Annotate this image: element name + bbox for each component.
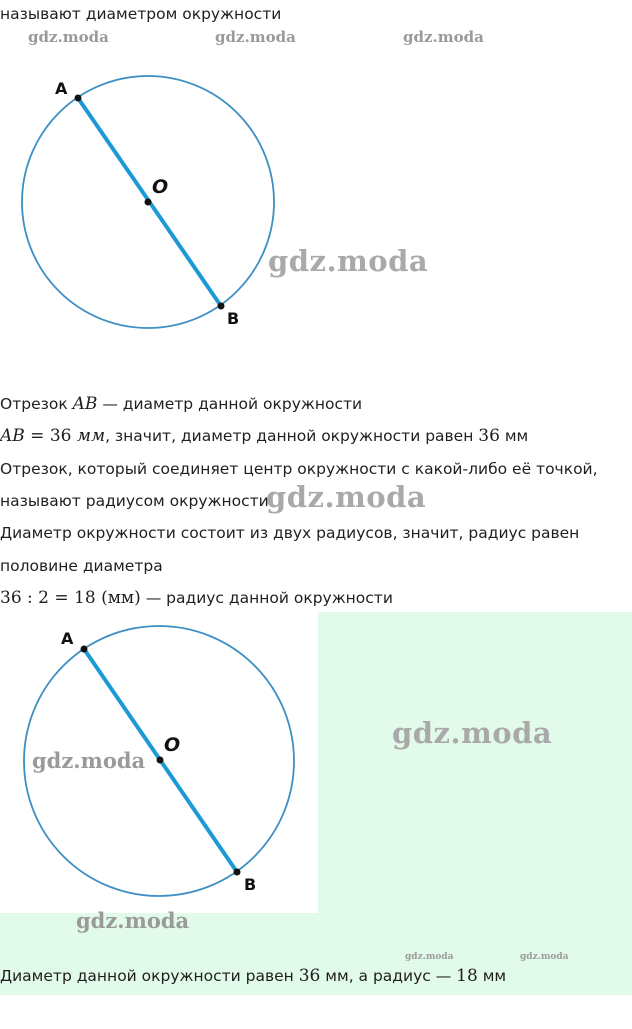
watermark: gdz.moda <box>215 28 296 46</box>
point-o-dot <box>157 757 164 764</box>
watermark: gdz.moda <box>28 28 109 46</box>
watermark: gdz.moda <box>32 748 146 773</box>
point-a-dot <box>81 646 88 653</box>
point-b-label: B <box>227 309 240 328</box>
text-line-conclusion: Диаметр данной окружности равен 36 мм, а радиус — 18 мм <box>0 966 507 986</box>
watermark: gdz.moda <box>405 952 454 962</box>
text-line-diameter-def: называют диаметром окружности <box>0 5 282 23</box>
text-line-two-radii-1: Диаметр окружности состоит из двух радиусов, значит, радиус равен <box>0 524 580 542</box>
text-line-radius-calc: 36 : 2 = 18 (мм) — радиус данной окружности <box>0 588 393 608</box>
point-a-dot <box>75 95 82 102</box>
watermark: gdz.moda <box>392 716 553 750</box>
point-b-label: B <box>244 875 257 894</box>
text-line-ab-length: AB = 36 мм, значит, диаметр данной окружности равен 36 мм <box>0 426 529 446</box>
text-line-two-radii-2: половине диаметра <box>0 557 163 575</box>
text-line-radius-def-2: называют радиусом окружности <box>0 492 269 510</box>
watermark: gdz.moda <box>76 908 190 933</box>
point-b-dot <box>218 303 225 310</box>
watermark: gdz.moda <box>403 28 484 46</box>
point-o-label: O <box>164 734 181 756</box>
text-line-ab-diameter: Отрезок AB — диаметр данной окружности <box>0 394 363 414</box>
point-o-label: O <box>152 176 169 198</box>
watermark: gdz.moda <box>268 244 429 278</box>
point-o-dot <box>145 199 152 206</box>
watermark: gdz.moda <box>266 480 427 514</box>
text-line-radius-def-1: Отрезок, который соединяет центр окружности с какой-либо её точкой, <box>0 460 598 478</box>
point-b-dot <box>234 869 241 876</box>
point-a-label: A <box>55 79 68 98</box>
circle-diameter-figure <box>0 60 300 380</box>
watermark: gdz.moda <box>520 952 569 962</box>
point-a-label: A <box>61 629 74 648</box>
